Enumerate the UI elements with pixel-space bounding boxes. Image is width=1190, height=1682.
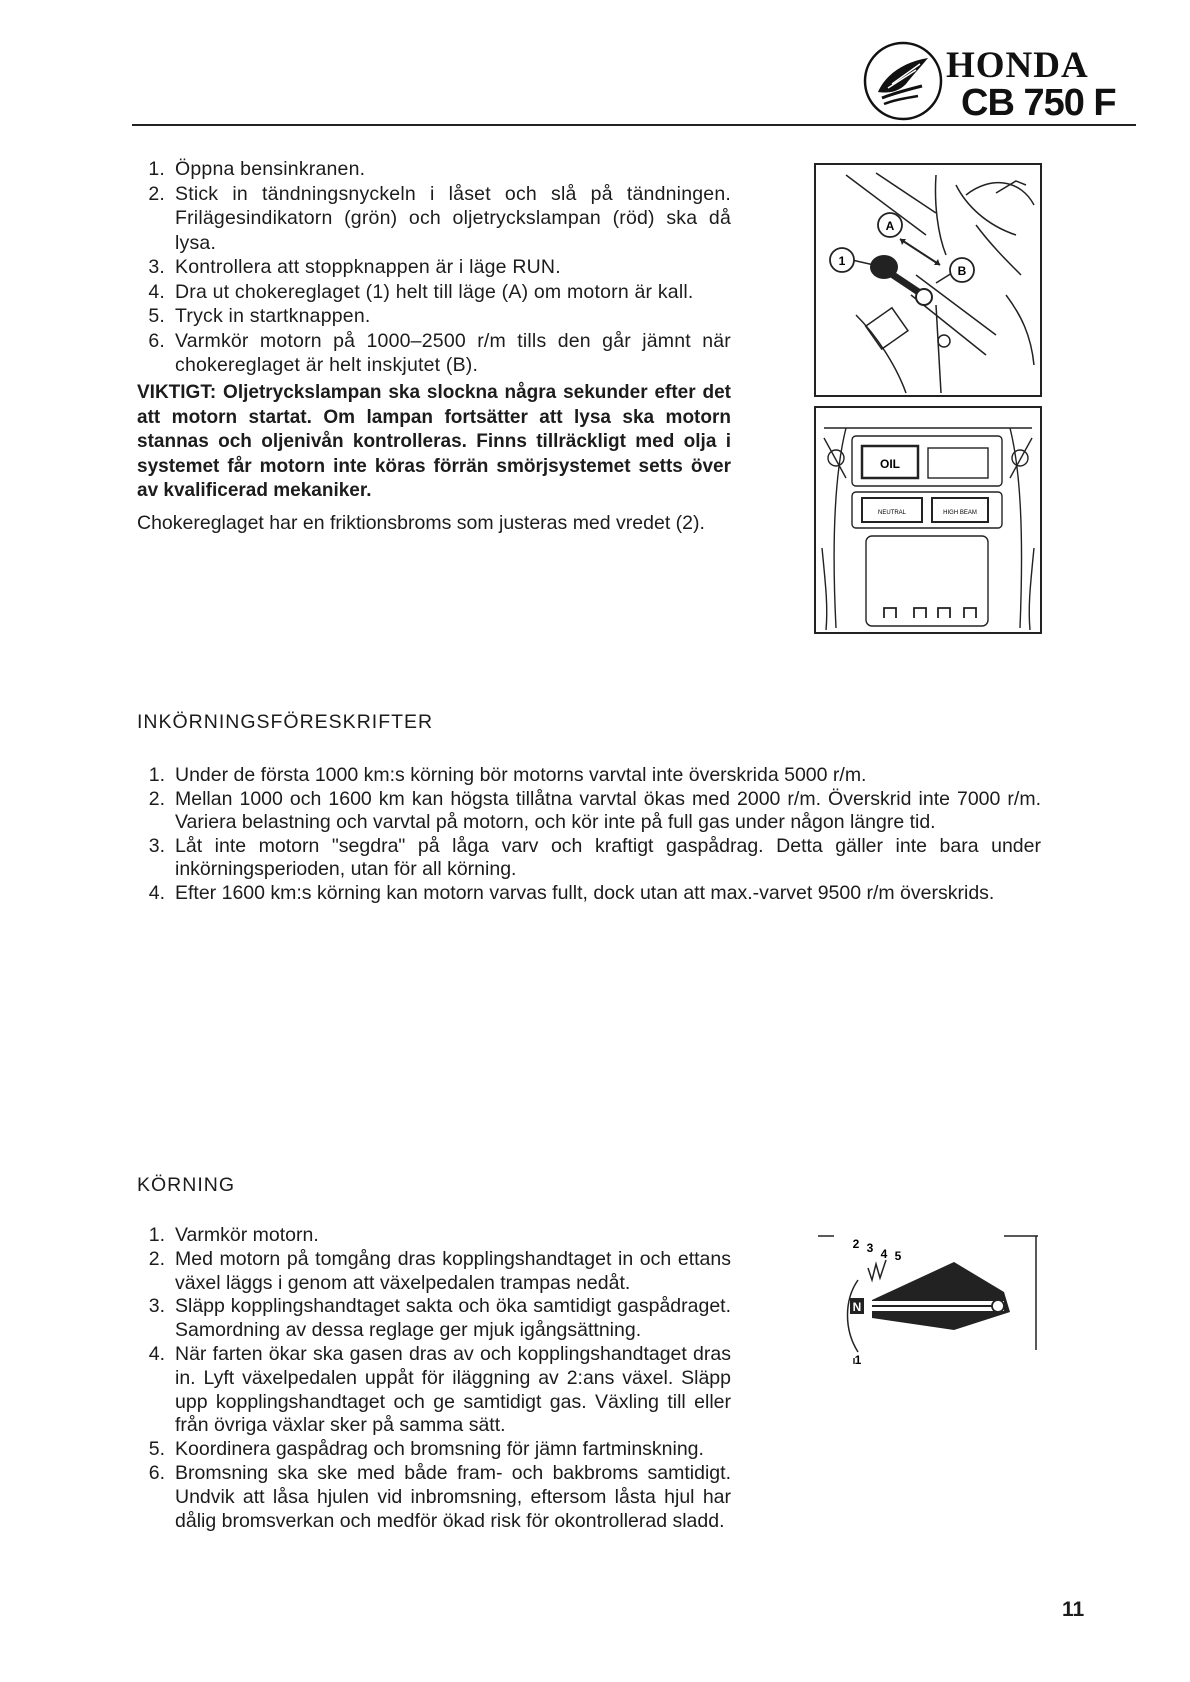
brand-name: HONDA [946, 45, 1089, 86]
item-text: Stick in tändningsnyckeln i låset och slå på tändningen. Frilägesindikatorn (grön) och oljetryckslampan (röd) ska då lysa. [175, 182, 731, 254]
list-item [135, 835, 1041, 882]
item-text: Mellan 1000 och 1600 km kan högsta tillåtna varvtal ökas med 2000 r/m. Överskrid inte 7000 r/m. Variera belastning och varvtal på motorn, och kör inte på full gas under någon längre tid. [175, 787, 1041, 833]
section-heading-break-in: INKÖRNINGSFÖRESKRIFTER [137, 711, 434, 733]
item-number: 4. [148, 881, 165, 904]
item-text: Dra ut chokereglaget (1) helt till läge (A) om motorn är kall. [175, 280, 694, 303]
item-text: Tryck in startknappen. [175, 305, 371, 327]
gear-shift-illustration [814, 1230, 1038, 1370]
list-item [135, 329, 731, 378]
warning-paragraph [137, 381, 731, 504]
model-name: CB 750 F [961, 82, 1116, 124]
item-number: 1. [148, 1224, 165, 1246]
neutral-lamp-label: NEUTRAL [877, 510, 907, 516]
item-text: När farten ökar ska gasen dras av och kopplingshandtaget dras in. Lyft växelpedalen uppåt för iläggning av 2:ans växel. Släpp upp kopplingshandtaget och ge samtidigt gas. Växling till eller från övriga växlar sker på samma sätt. [175, 1342, 731, 1437]
page-number: 11 [1062, 1598, 1085, 1621]
riding-list [135, 1224, 731, 1533]
header-logo [862, 38, 1142, 124]
item-number: 5. [148, 305, 165, 327]
item-number: 1. [148, 764, 165, 786]
item-number: 5. [148, 1438, 165, 1461]
item-number: 2. [148, 1247, 165, 1270]
list-item [135, 1438, 731, 1462]
item-text: Med motorn på tomgång dras kopplingshandtaget in och ettans växel läggs i genom att växelpedalen trampas nedåt. [175, 1247, 731, 1294]
header-divider [132, 124, 1136, 126]
list-item [135, 1224, 731, 1248]
list-item [135, 1343, 731, 1438]
gear-4-label: 4 [880, 1247, 888, 1261]
choke-note: Chokereglaget har en friktionsbroms som justeras med vredet (2). [137, 512, 705, 534]
choke-label-1: 1 [838, 254, 846, 268]
choke-label-a: A [885, 219, 895, 233]
list-item [135, 788, 1041, 835]
item-text: Varmkör motorn på 1000–2500 r/m tills den går jämnt när chokereglaget är helt inskjutet (B). [175, 329, 731, 376]
list-item [135, 157, 731, 182]
high-beam-lamp-label: HIGH BEAM [943, 510, 977, 516]
list-item [135, 182, 731, 256]
list-item [135, 1248, 731, 1296]
list-item [135, 304, 731, 329]
gear-2-label: 2 [852, 1237, 860, 1251]
choke-lever-illustration [814, 163, 1042, 397]
list-item [135, 882, 1041, 906]
oil-lamp-label: OIL [880, 457, 900, 471]
gear-1-label: 1 [854, 1353, 862, 1367]
warning-text: Oljetryckslampan ska slockna några sekunder efter det att motorn startat. Om lampan fortsätter att lysa ska motorn stannas och oljenivån kontrolleras. Finns tillräckligt med olja i systemet får motorn inte köras förrän smörjsystemet setts över av kvalificerad mekaniker. [137, 382, 731, 501]
gear-n-label: N [852, 1300, 862, 1314]
item-number: 2. [148, 787, 165, 810]
item-text: Efter 1600 km:s körning kan motorn varvas fullt, dock utan att max.-varvet 9500 r/m överskrids. [175, 881, 995, 904]
item-number: 6. [148, 329, 165, 352]
item-number: 4. [148, 1342, 165, 1365]
item-number: 3. [148, 256, 165, 278]
item-number: 6. [148, 1461, 165, 1484]
list-item [135, 280, 731, 305]
item-text: Under de första 1000 km:s körning bör motorns varvtal inte överskrida 5000 r/m. [175, 764, 867, 786]
honda-wing-icon [862, 40, 944, 122]
item-text: Öppna bensinkranen. [175, 158, 366, 180]
indicator-lamps-illustration [814, 406, 1042, 634]
list-item [135, 1462, 731, 1533]
list-item [135, 1295, 731, 1343]
item-number: 2. [148, 182, 165, 205]
choke-label-b: B [957, 264, 967, 278]
gear-5-label: 5 [894, 1249, 902, 1263]
item-text: Koordinera gaspådrag och bromsning för jämn fartminskning. [175, 1438, 704, 1461]
warning-label: VIKTIGT: [137, 382, 217, 403]
break-in-list [135, 764, 1041, 905]
gear-3-label: 3 [866, 1241, 874, 1255]
list-item [135, 764, 1041, 788]
section-heading-riding: KÖRNING [137, 1174, 236, 1196]
item-text: Kontrollera att stoppknappen är i läge RUN. [175, 256, 561, 278]
item-text: Låt inte motorn "segdra" på låga varv och kraftigt gaspådrag. Detta gäller inte bara under inkörningsperioden, utan för all körning. [175, 834, 1041, 880]
item-number: 1. [148, 158, 165, 180]
item-number: 3. [148, 834, 165, 857]
item-number: 4. [148, 280, 165, 303]
start-procedure-list [135, 157, 731, 378]
item-number: 3. [148, 1295, 165, 1318]
item-text: Släpp kopplingshandtaget sakta och öka samtidigt gaspådraget. Samordning av dessa reglage ger mjuk igångsättning. [175, 1295, 731, 1342]
list-item [135, 255, 731, 280]
item-text: Varmkör motorn. [175, 1224, 319, 1246]
item-text: Bromsning ska ske med både fram- och bakbroms samtidigt. Undvik att låsa hjulen vid inbromsning, eftersom låsta hjul har dålig bromsverkan och medför ökad risk för okontrollerad sladd. [175, 1461, 731, 1532]
